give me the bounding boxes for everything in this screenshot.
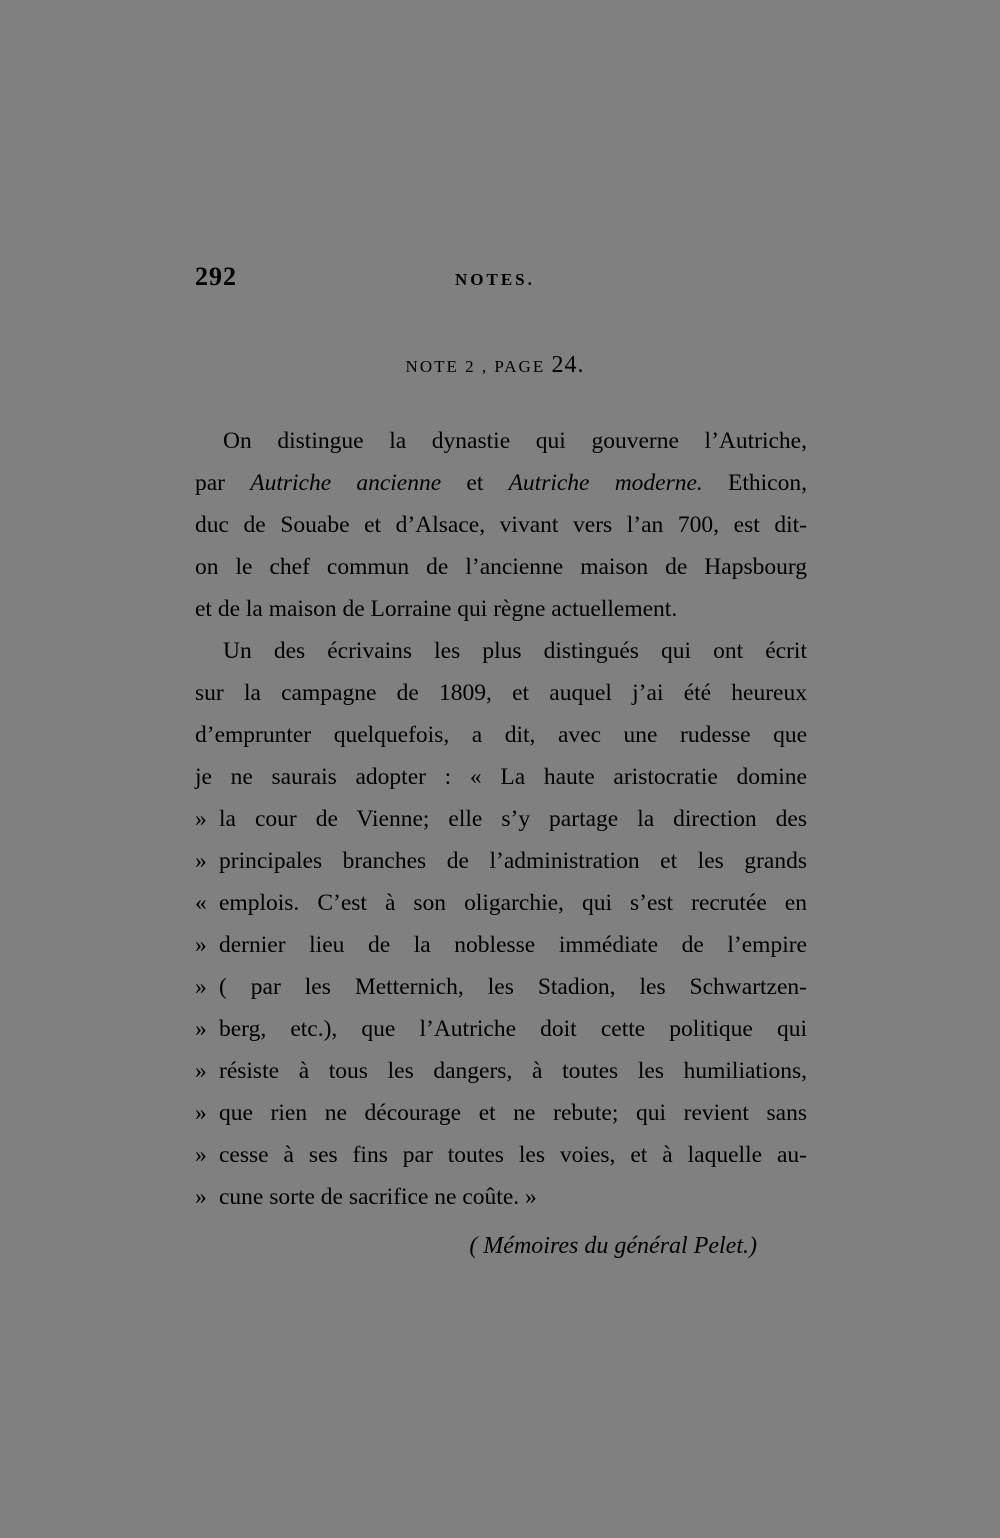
text-line: et de la maison de Lorraine qui règne actuellement. — [195, 596, 678, 622]
quote-text: cesse à ses fins par toutes les voies, et à laquelle au- — [219, 1142, 807, 1168]
quote-line — [195, 1008, 807, 1050]
page-number: 292 — [195, 262, 237, 291]
quote-mark: « — [195, 890, 207, 916]
running-head — [195, 262, 805, 302]
text-line: d’emprunter quelquefois, a dit, avec une rudesse que — [195, 722, 807, 748]
quote-line — [195, 966, 807, 1008]
text-run: par — [195, 470, 251, 496]
quote-line — [195, 1134, 807, 1176]
running-title: NOTES. — [455, 270, 535, 289]
italic-term: Autriche moderne. — [508, 470, 703, 496]
quote-text: la cour de Vienne; elle s’y partage la direction des — [219, 806, 807, 832]
paragraph-1 — [195, 420, 807, 630]
quote-line — [195, 924, 807, 966]
quote-mark: » — [195, 932, 207, 958]
quote-text: ( par les Metternich, les Stadion, les Schwartzen- — [219, 974, 807, 1000]
source-attribution: ( Mémoires du général Pelet.) — [469, 1233, 757, 1259]
quote-line — [195, 1092, 807, 1134]
quote-line — [195, 1176, 807, 1218]
quote-mark: » — [195, 1184, 207, 1210]
quote-text: berg, etc.), que l’Autriche doit cette politique qui — [219, 1016, 807, 1042]
text-line: sur la campagne de 1809, et auquel j’ai été heureux — [195, 680, 807, 706]
quote-mark: » — [195, 1142, 207, 1168]
text-line: On distingue la dynastie qui gouverne l’Autriche, — [223, 428, 807, 454]
quote-line — [195, 798, 807, 840]
text-line — [195, 462, 807, 504]
quote-mark: » — [195, 1100, 207, 1126]
text-line: on le chef commun de l’ancienne maison de Hapsbourg — [195, 554, 807, 580]
italic-term: Autriche ancienne — [250, 470, 442, 496]
text-run: Ethicon, — [702, 470, 807, 496]
quote-text: emplois. C’est à son oligarchie, qui s’est recrutée en — [219, 890, 807, 916]
note-heading — [0, 352, 990, 379]
quote-mark: » — [195, 1058, 207, 1084]
quote-line — [195, 840, 807, 882]
quote-text: résiste à tous les dangers, à toutes les humiliations, — [219, 1058, 807, 1084]
quote-text: que rien ne décourage et ne rebute; qui revient sans — [219, 1100, 807, 1126]
quote-mark: » — [195, 974, 207, 1000]
quote-mark: » — [195, 806, 207, 832]
text-run: et — [441, 470, 509, 496]
quote-text: principales branches de l’administration et les grands — [219, 848, 807, 874]
note-body — [195, 420, 807, 1218]
text-line: je ne saurais adopter : « La haute aristocratie domine — [195, 764, 807, 790]
quote-mark: » — [195, 1016, 207, 1042]
text-line: Un des écrivains les plus distingués qui ont écrit — [223, 638, 807, 664]
note-heading-page-ref: 24. — [551, 352, 585, 378]
text-line: duc de Souabe et d’Alsace, vivant vers l’an 700, est dit- — [195, 512, 807, 538]
quote-text: cune sorte de sacrifice ne coûte. » — [219, 1184, 537, 1210]
note-heading-label: NOTE 2 , PAGE — [405, 357, 546, 376]
quote-text: dernier lieu de la noblesse immédiate de l’empire — [219, 932, 807, 958]
quote-line — [195, 1050, 807, 1092]
quote-mark: » — [195, 848, 207, 874]
paragraph-2 — [195, 630, 807, 1218]
quote-line — [195, 882, 807, 924]
